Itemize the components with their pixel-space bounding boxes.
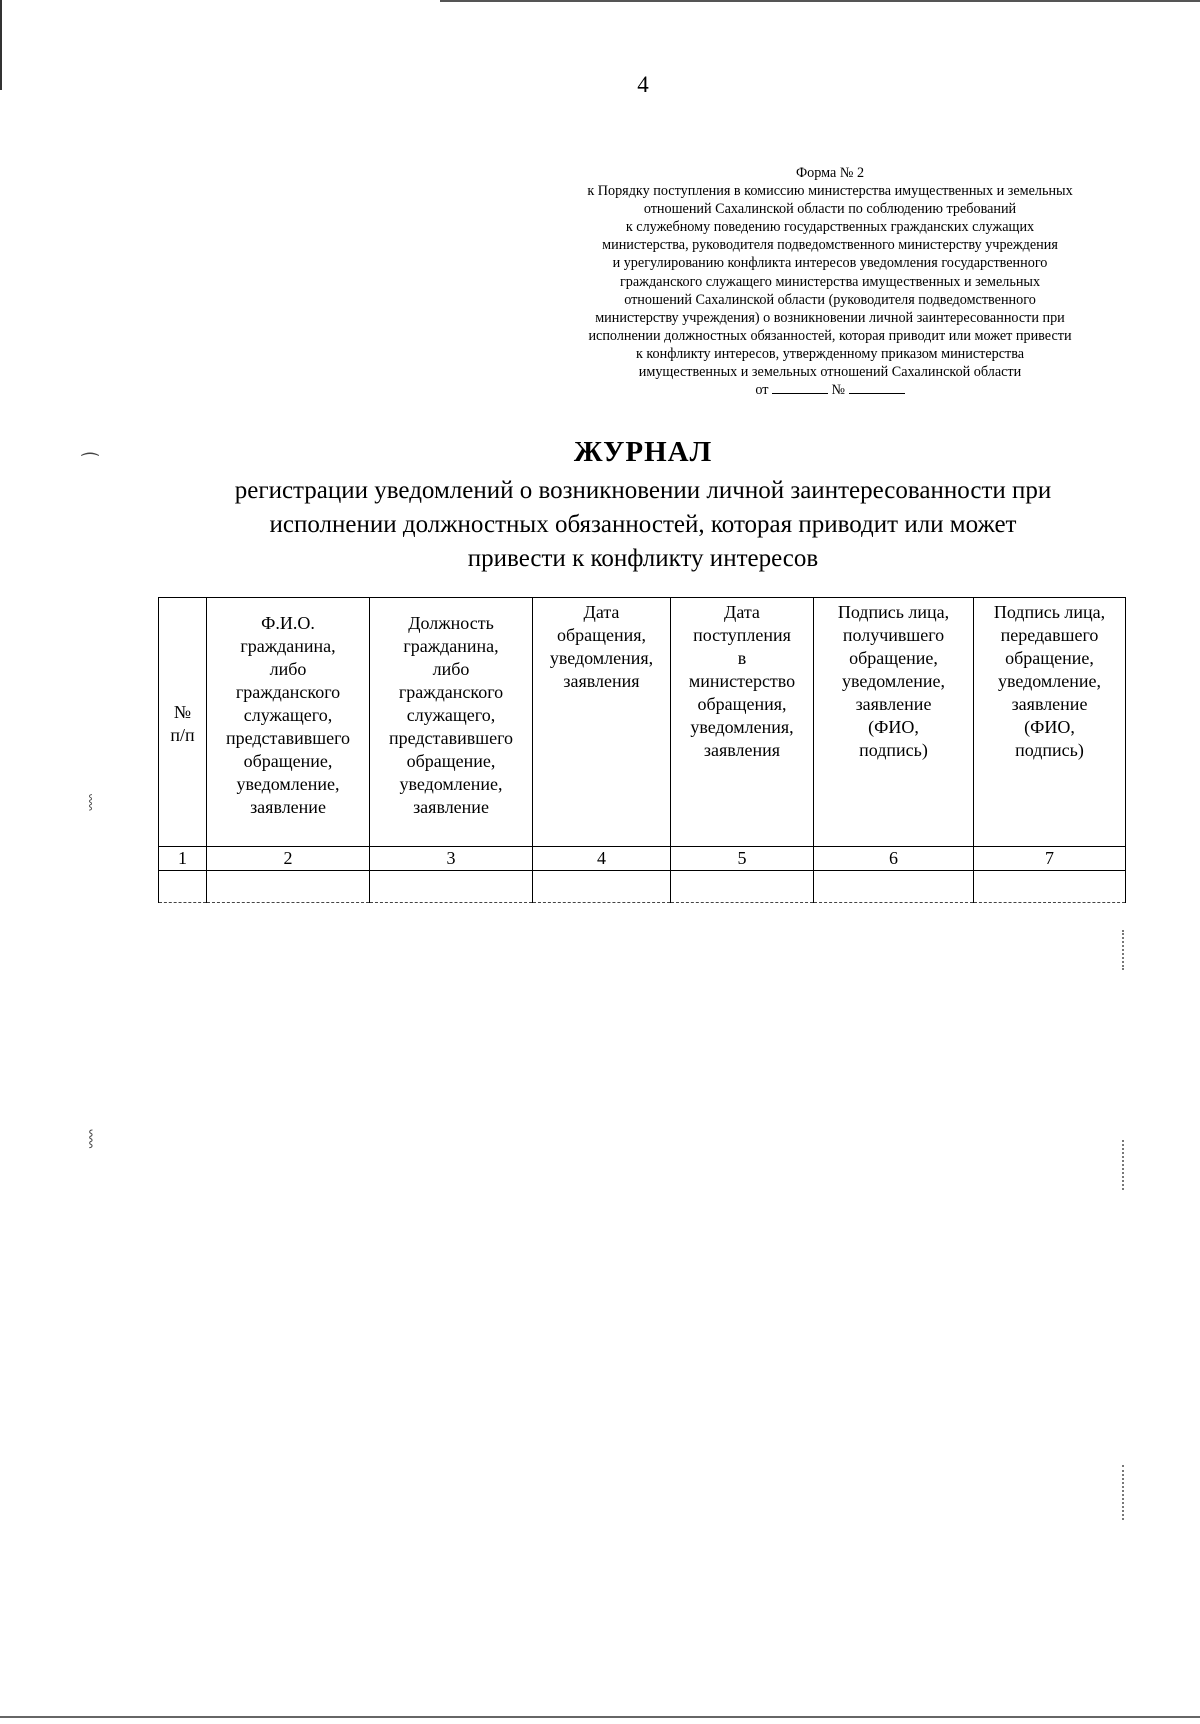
form-header-line: к конфликту интересов, утвержденному приказом министерства (635, 345, 1025, 362)
form-header-line: Форма № 2 (795, 165, 865, 181)
header-line: Подпись лица, (993, 602, 1106, 622)
header-line: подпись) (859, 740, 928, 760)
header-line: заявление (250, 797, 326, 817)
header-line: передавшего (1000, 625, 1099, 645)
form-header-line: отношений Сахалинской области по соблюдению требований (643, 201, 1017, 218)
header-line: Подпись лица, (837, 602, 950, 622)
header-line: обращение, (243, 751, 333, 771)
header-line: министерство (688, 671, 796, 691)
header-line: уведомления, (549, 648, 654, 668)
header-line: обращения, (697, 694, 787, 714)
header-line: заявления (703, 740, 781, 760)
column-number: 2 (207, 847, 370, 871)
table-cell-empty (207, 871, 370, 903)
table-cell-empty (159, 871, 207, 903)
column-header-submitter-signature (974, 598, 1126, 847)
table-row-empty (159, 871, 1126, 903)
header-line: уведомление, (841, 671, 946, 691)
form-header-line: и урегулированию конфликта интересов уведомления государственного (612, 255, 1048, 272)
header-line: уведомление, (236, 774, 340, 794)
header-line: п/п (170, 724, 195, 745)
subtitle-line: регистрации уведомлений о возникновении личной заинтересованности при (234, 477, 1052, 504)
form-header (540, 164, 1120, 399)
table-cell-empty (671, 871, 814, 903)
column-header-full-name (207, 598, 370, 847)
scan-mark-hole-punch: ⁔ (82, 434, 99, 456)
page-number: 4 (637, 72, 649, 97)
form-header-line: министерства, руководителя подведомственного министерству учреждения (602, 237, 1058, 254)
column-number: 5 (671, 847, 814, 871)
column-header-request-date (533, 598, 671, 847)
header-line: в (737, 648, 747, 668)
header-line: Дата (724, 602, 760, 622)
column-header-number (159, 598, 207, 847)
header-line: Дата (583, 602, 620, 622)
header-line: подпись) (1015, 740, 1084, 760)
table-header-row (159, 598, 1126, 847)
header-line: гражданского (235, 682, 341, 702)
table-cell-empty (974, 871, 1126, 903)
column-header-position (370, 598, 533, 847)
header-line: (ФИО, (1024, 717, 1075, 737)
header-line: Должность (408, 613, 494, 633)
header-line: обращение, (849, 648, 938, 668)
form-header-line: исполнении должностных обязанностей, которая приводит или может привести (588, 327, 1072, 344)
column-number: 4 (533, 847, 671, 871)
header-line: поступления (693, 625, 791, 645)
header-line: получившего (842, 625, 945, 645)
header-line: заявление (855, 694, 932, 714)
header-line: служащего, (243, 705, 333, 725)
scan-dots (1122, 1465, 1126, 1520)
column-number: 7 (974, 847, 1126, 871)
header-line: гражданина, (240, 636, 336, 656)
scan-mark-hole-punch: ⸾ (88, 795, 94, 810)
header-line: обращение, (1005, 648, 1094, 668)
column-number: 3 (370, 847, 533, 871)
header-line: уведомление, (399, 774, 503, 794)
form-header-line: министерству учреждения) о возникновении личной заинтересованности при (595, 309, 1065, 326)
header-line: гражданского (398, 682, 504, 702)
date-blank (772, 381, 828, 394)
table-cell-empty (370, 871, 533, 903)
header-line: либо (432, 659, 470, 679)
header-line: № (173, 701, 192, 722)
scan-edge-bottom (0, 1716, 1200, 1718)
journal-title: ЖУРНАЛ (573, 436, 713, 468)
form-header-line: к служебному поведению государственных гражданских служащих (625, 219, 1035, 236)
column-number-row (159, 847, 1126, 871)
header-line: уведомление, (997, 671, 1102, 691)
date-prefix: от (755, 382, 769, 399)
form-header-line: к Порядку поступления в комиссию министерства имущественных и земельных (587, 183, 1073, 200)
header-line: служащего, (406, 705, 496, 725)
form-header-line: гражданского служащего министерства имущественных и земельных (619, 273, 1041, 290)
scan-edge-top (440, 0, 1200, 2)
form-header-line: отношений Сахалинской области (руководителя подведомственного (624, 291, 1036, 308)
number-blank (849, 381, 905, 394)
form-date-line (540, 381, 1120, 399)
scan-mark-hole-punch: ⸾ (88, 1130, 94, 1147)
header-line: представившего (388, 728, 514, 748)
form-header-line: имущественных и земельных отношений Сахалинской области (638, 364, 1022, 381)
subtitle-line: привести к конфликту интересов (467, 545, 819, 572)
subtitle-line: исполнении должностных обязанностей, которая приводит или может (269, 511, 1017, 538)
header-line: обращение, (406, 751, 496, 771)
header-line: представившего (225, 728, 351, 748)
header-line: Ф.И.О. (261, 613, 315, 633)
table-cell-empty (533, 871, 671, 903)
header-line: либо (269, 659, 307, 679)
header-line: гражданина, (403, 636, 499, 656)
header-line: уведомления, (690, 717, 794, 737)
column-number: 1 (159, 847, 207, 871)
header-line: заявление (413, 797, 489, 817)
header-line: заявления (563, 671, 640, 691)
header-line: обращения, (556, 625, 647, 645)
registration-table (158, 597, 1126, 903)
scan-dots (1122, 1140, 1126, 1190)
scan-dots (1122, 930, 1126, 970)
journal-subtitle (160, 474, 1126, 576)
column-header-receipt-date (671, 598, 814, 847)
table-cell-empty (814, 871, 974, 903)
header-line: заявление (1011, 694, 1088, 714)
number-prefix: № (831, 382, 846, 399)
column-number: 6 (814, 847, 974, 871)
column-header-receiver-signature (814, 598, 974, 847)
header-line: (ФИО, (868, 717, 919, 737)
